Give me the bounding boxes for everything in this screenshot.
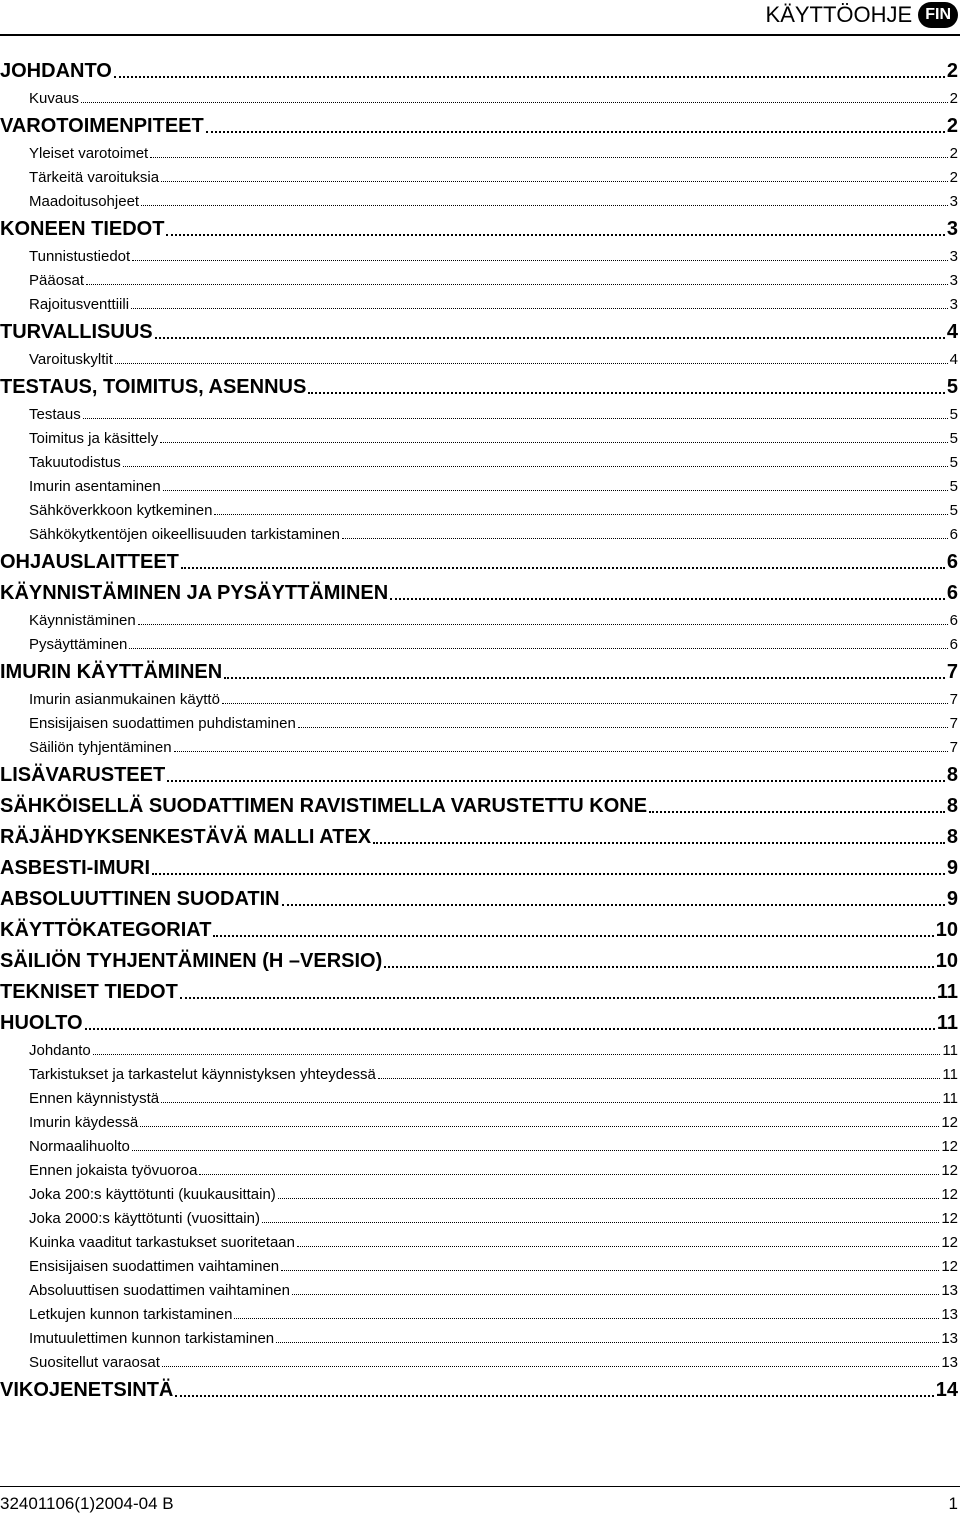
toc-subsection-entry[interactable] (0, 1131, 958, 1155)
toc-subsection-entry[interactable] (0, 1035, 958, 1059)
toc-subsection-entry[interactable] (0, 1059, 958, 1083)
toc-entry-label: ABSOLUUTTINEN SUODATIN (0, 888, 280, 910)
toc-entry-label: SÄHKÖISELLÄ SUODATTIMEN RAVISTIMELLA VARUSTETTU KONE (0, 795, 648, 817)
toc-dot-leader (297, 1246, 939, 1247)
toc-dot-leader (85, 1028, 935, 1030)
toc-entry-label: RÄJÄHDYKSENKESTÄVÄ MALLI ATEX (0, 826, 372, 848)
toc-dot-leader (141, 205, 948, 206)
toc-entry-page: 11 (936, 981, 958, 1003)
toc-entry-page: 4 (949, 351, 958, 368)
toc-section-entry[interactable] (0, 911, 958, 942)
toc-dot-leader (167, 780, 945, 782)
toc-subsection-entry[interactable] (0, 605, 958, 629)
toc-subsection-entry[interactable] (0, 423, 958, 447)
document-code: 32401106(1)2004-04 B (0, 1494, 174, 1513)
toc-entry-label: Yleiset varotoimet (29, 145, 149, 162)
toc-entry-page: 6 (949, 612, 958, 629)
toc-dot-leader (161, 1102, 940, 1103)
toc-entry-page: 8 (946, 764, 958, 786)
toc-dot-leader (206, 131, 945, 133)
toc-dot-leader (378, 1078, 941, 1079)
toc-subsection-entry[interactable] (0, 1275, 958, 1299)
toc-dot-leader (138, 624, 948, 625)
toc-subsection-entry[interactable] (0, 629, 958, 653)
toc-entry-label: VIKOJENETSINTÄ (0, 1379, 174, 1401)
toc-entry-page: 12 (941, 1234, 958, 1251)
toc-section-entry[interactable] (0, 1004, 958, 1035)
toc-entry-label: TESTAUS, TOIMITUS, ASENNUS (0, 376, 307, 398)
toc-dot-leader (129, 648, 947, 649)
toc-dot-leader (199, 1174, 939, 1175)
toc-section-entry[interactable] (0, 818, 958, 849)
toc-entry-page: 5 (946, 376, 958, 398)
toc-subsection-entry[interactable] (0, 1347, 958, 1371)
toc-entry-page: 10 (935, 950, 958, 972)
toc-entry-page: 11 (942, 1090, 958, 1107)
toc-entry-label: Johdanto (29, 1042, 91, 1059)
toc-entry-page: 13 (941, 1330, 958, 1347)
toc-entry-page: 12 (941, 1210, 958, 1227)
toc-dot-leader (180, 997, 935, 999)
toc-subsection-entry[interactable] (0, 732, 958, 756)
toc-entry-page: 6 (946, 582, 958, 604)
toc-section-entry[interactable] (0, 849, 958, 880)
toc-dot-leader (224, 677, 945, 679)
toc-entry-label: OHJAUSLAITTEET (0, 551, 179, 573)
toc-entry-label: Rajoitusventtiili (29, 296, 130, 313)
toc-entry-page: 5 (949, 478, 958, 495)
toc-entry-label: Tärkeitä varoituksia (29, 169, 160, 186)
toc-entry-label: Suositellut varaosat (29, 1354, 160, 1371)
toc-section-entry[interactable] (0, 880, 958, 911)
document-title: KÄYTTÖOHJE (765, 2, 913, 27)
toc-entry-page: 6 (949, 636, 958, 653)
toc-section-entry[interactable] (0, 942, 958, 973)
toc-dot-leader (222, 703, 948, 704)
toc-subsection-entry[interactable] (0, 471, 958, 495)
toc-entry-label: Ensisijaisen suodattimen puhdistaminen (29, 715, 296, 732)
toc-entry-page: 7 (946, 661, 958, 683)
toc-entry-label: Takuutodistus (29, 454, 121, 471)
toc-entry-page: 7 (949, 715, 958, 732)
toc-entry-page: 14 (935, 1379, 958, 1401)
toc-entry-label: Imutuulettimen kunnon tarkistaminen (29, 1330, 275, 1347)
toc-dot-leader (160, 442, 947, 443)
toc-entry-page: 12 (941, 1162, 958, 1179)
toc-entry-label: Imurin käydessä (29, 1114, 139, 1131)
table-of-contents (0, 52, 958, 1402)
toc-dot-leader (163, 490, 948, 491)
toc-entry-label: Ensisijaisen suodattimen vaihtaminen (29, 1258, 280, 1275)
toc-entry-page: 3 (949, 248, 958, 265)
toc-entry-label: Pääosat (29, 272, 85, 289)
toc-subsection-entry[interactable] (0, 1299, 958, 1323)
toc-subsection-entry[interactable] (0, 265, 958, 289)
toc-section-entry[interactable] (0, 313, 958, 344)
toc-entry-label: Sähköverkkoon kytkeminen (29, 502, 213, 519)
toc-dot-leader (298, 727, 948, 728)
toc-dot-leader (83, 418, 948, 419)
toc-dot-leader (281, 1270, 939, 1271)
toc-subsection-entry[interactable] (0, 1179, 958, 1203)
toc-dot-leader (342, 538, 948, 539)
toc-entry-label: Absoluuttisen suodattimen vaihtaminen (29, 1282, 290, 1299)
toc-entry-page: 5 (949, 454, 958, 471)
toc-section-entry[interactable] (0, 787, 958, 818)
toc-entry-page: 2 (946, 115, 958, 137)
toc-dot-leader (155, 337, 945, 339)
toc-dot-leader (166, 234, 944, 236)
toc-subsection-entry[interactable] (0, 1227, 958, 1251)
toc-entry-label: ASBESTI-IMURI (0, 857, 150, 879)
toc-dot-leader (131, 308, 948, 309)
toc-dot-leader (234, 1318, 939, 1319)
toc-dot-leader (161, 181, 948, 182)
language-badge: FIN (918, 2, 958, 28)
toc-entry-page: 12 (941, 1186, 958, 1203)
toc-entry-page: 5 (949, 502, 958, 519)
toc-entry-label: TEKNISET TIEDOT (0, 981, 178, 1003)
toc-dot-leader (373, 842, 945, 844)
toc-subsection-entry[interactable] (0, 1083, 958, 1107)
toc-dot-leader (150, 157, 947, 158)
toc-subsection-entry[interactable] (0, 1155, 958, 1179)
toc-entry-label: Maadoitusohjeet (29, 193, 140, 210)
toc-entry-label: Pysäyttäminen (29, 636, 128, 653)
toc-entry-page: 7 (949, 739, 958, 756)
toc-subsection-entry[interactable] (0, 495, 958, 519)
toc-subsection-entry[interactable] (0, 186, 958, 210)
toc-dot-leader (140, 1126, 939, 1127)
toc-subsection-entry[interactable] (0, 708, 958, 732)
toc-entry-page: 13 (941, 1282, 958, 1299)
toc-section-entry[interactable] (0, 653, 958, 684)
toc-dot-leader (152, 873, 945, 875)
toc-entry-label: Toimitus ja käsittely (29, 430, 159, 447)
toc-entry-label: Joka 200:s käyttötunti (kuukausittain) (29, 1186, 276, 1203)
toc-entry-page: 2 (949, 145, 958, 162)
toc-subsection-entry[interactable] (0, 162, 958, 186)
toc-section-entry[interactable] (0, 107, 958, 138)
toc-dot-leader (181, 567, 945, 569)
toc-subsection-entry[interactable] (0, 519, 958, 543)
toc-subsection-entry[interactable] (0, 83, 958, 107)
toc-dot-leader (123, 466, 948, 467)
toc-entry-label: KONEEN TIEDOT (0, 218, 165, 240)
toc-entry-page: 8 (946, 826, 958, 848)
toc-entry-page: 5 (949, 406, 958, 423)
toc-subsection-entry[interactable] (0, 1203, 958, 1227)
toc-entry-page: 11 (942, 1042, 958, 1059)
toc-entry-page: 6 (949, 526, 958, 543)
page-header (766, 0, 958, 30)
toc-entry-page: 12 (941, 1114, 958, 1131)
toc-dot-leader (115, 363, 948, 364)
toc-entry-label: VAROTOIMENPITEET (0, 115, 204, 137)
toc-entry-label: Sähkökytkentöjen oikeellisuuden tarkistaminen (29, 526, 341, 543)
toc-entry-label: Varoituskyltit (29, 351, 113, 368)
toc-entry-page: 11 (942, 1066, 958, 1083)
toc-subsection-entry[interactable] (0, 344, 958, 368)
toc-entry-label: Imurin asentaminen (29, 478, 161, 495)
toc-entry-page: 5 (949, 430, 958, 447)
toc-dot-leader (214, 514, 947, 515)
toc-section-entry[interactable] (0, 210, 958, 241)
toc-entry-page: 3 (949, 296, 958, 313)
toc-entry-page: 2 (949, 169, 958, 186)
toc-dot-leader (278, 1198, 940, 1199)
toc-entry-page: 7 (949, 691, 958, 708)
toc-section-entry[interactable] (0, 973, 958, 1004)
toc-entry-label: LISÄVARUSTEET (0, 764, 166, 786)
toc-dot-leader (174, 751, 948, 752)
toc-dot-leader (162, 1366, 939, 1367)
toc-entry-label: Tunnistustiedot (29, 248, 131, 265)
toc-entry-label: Normaalihuolto (29, 1138, 130, 1155)
toc-entry-page: 12 (941, 1258, 958, 1275)
toc-subsection-entry[interactable] (0, 138, 958, 162)
toc-dot-leader (390, 598, 945, 600)
toc-section-entry[interactable] (0, 574, 958, 605)
toc-section-entry[interactable] (0, 368, 958, 399)
toc-entry-label: Säiliön tyhjentäminen (29, 739, 172, 756)
toc-entry-page: 13 (941, 1306, 958, 1323)
toc-entry-label: HUOLTO (0, 1012, 83, 1034)
toc-entry-page: 9 (946, 857, 958, 879)
toc-subsection-entry[interactable] (0, 1107, 958, 1131)
toc-entry-label: Kuinka vaaditut tarkastukset suoritetaan (29, 1234, 295, 1251)
toc-dot-leader (114, 76, 945, 78)
toc-dot-leader (81, 102, 948, 103)
toc-dot-leader (308, 392, 945, 394)
toc-entry-page: 2 (946, 60, 958, 82)
toc-dot-leader (132, 260, 947, 261)
toc-entry-label: Letkujen kunnon tarkistaminen (29, 1306, 233, 1323)
footer-divider (0, 1486, 960, 1487)
toc-entry-label: Testaus (29, 406, 81, 423)
toc-dot-leader (262, 1222, 939, 1223)
toc-entry-label: TURVALLISUUS (0, 321, 153, 343)
toc-entry-label: IMURIN KÄYTTÄMINEN (0, 661, 223, 683)
toc-subsection-entry[interactable] (0, 1323, 958, 1347)
toc-entry-label: KÄYNNISTÄMINEN JA PYSÄYTTÄMINEN (0, 582, 389, 604)
toc-subsection-entry[interactable] (0, 241, 958, 265)
toc-entry-label: Tarkistukset ja tarkastelut käynnistyksen yhteydessä (29, 1066, 376, 1083)
toc-entry-page: 3 (946, 218, 958, 240)
toc-dot-leader (175, 1395, 933, 1397)
toc-dot-leader (649, 811, 945, 813)
toc-dot-leader (292, 1294, 939, 1295)
toc-subsection-entry[interactable] (0, 447, 958, 471)
toc-entry-label: Imurin asianmukainen käyttö (29, 691, 220, 708)
toc-section-entry[interactable] (0, 52, 958, 83)
toc-subsection-entry[interactable] (0, 1251, 958, 1275)
toc-section-entry[interactable] (0, 1371, 958, 1402)
toc-entry-label: SÄILIÖN TYHJENTÄMINEN (H –VERSIO) (0, 950, 383, 972)
page-footer (0, 1494, 958, 1514)
toc-section-entry[interactable] (0, 756, 958, 787)
toc-entry-page: 6 (946, 551, 958, 573)
toc-entry-label: Ennen käynnistystä (29, 1090, 160, 1107)
toc-entry-page: 9 (946, 888, 958, 910)
toc-entry-page: 13 (941, 1354, 958, 1371)
toc-dot-leader (86, 284, 948, 285)
toc-dot-leader (213, 935, 933, 937)
page-number: 1 (948, 1494, 958, 1513)
toc-entry-page: 3 (949, 272, 958, 289)
toc-entry-page: 2 (949, 90, 958, 107)
toc-entry-label: Ennen jokaista työvuoroa (29, 1162, 198, 1179)
toc-entry-page: 10 (935, 919, 958, 941)
header-divider (0, 34, 960, 36)
toc-entry-label: Joka 2000:s käyttötunti (vuosittain) (29, 1210, 260, 1227)
toc-entry-label: KÄYTTÖKATEGORIAT (0, 919, 212, 941)
toc-subsection-entry[interactable] (0, 399, 958, 423)
toc-entry-page: 8 (946, 795, 958, 817)
toc-dot-leader (384, 966, 933, 968)
toc-entry-page: 3 (949, 193, 958, 210)
toc-subsection-entry[interactable] (0, 684, 958, 708)
toc-section-entry[interactable] (0, 543, 958, 574)
toc-dot-leader (132, 1150, 939, 1151)
toc-entry-label: Kuvaus (29, 90, 80, 107)
toc-dot-leader (93, 1054, 941, 1055)
toc-entry-label: JOHDANTO (0, 60, 112, 82)
toc-subsection-entry[interactable] (0, 289, 958, 313)
toc-entry-page: 4 (946, 321, 958, 343)
toc-entry-page: 12 (941, 1138, 958, 1155)
toc-dot-leader (282, 904, 945, 906)
toc-dot-leader (276, 1342, 939, 1343)
toc-entry-page: 11 (936, 1012, 958, 1034)
toc-entry-label: Käynnistäminen (29, 612, 136, 629)
